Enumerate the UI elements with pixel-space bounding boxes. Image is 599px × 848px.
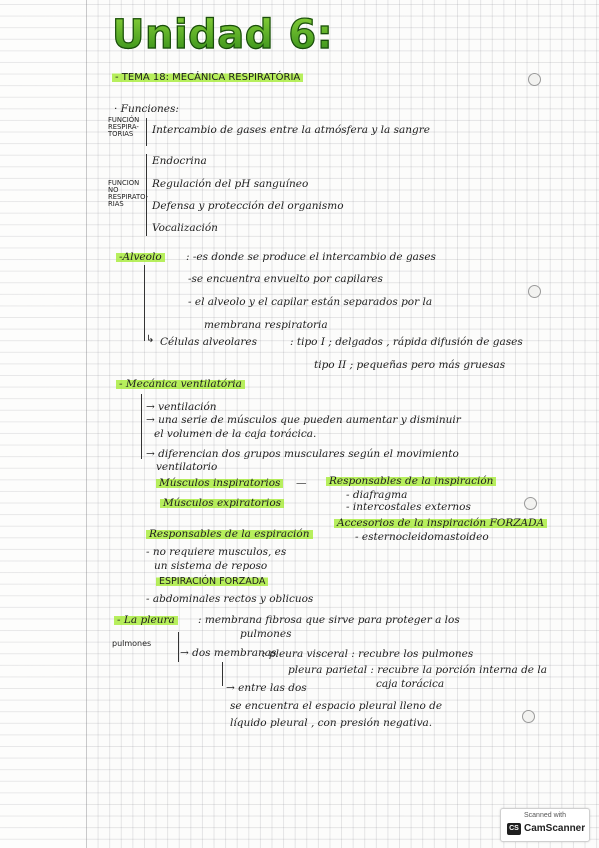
alveolo-line: - el alveolo y el capilar están separados por la: [188, 296, 433, 308]
respiratory-function-label: FUNCIÓN RESPIRA- TORIAS: [108, 116, 140, 139]
between-line: → entre las dos: [226, 682, 307, 694]
topic-heading: - TEMA 18: MECÁNICA RESPIRATÓRIA: [112, 72, 303, 83]
mechanics-line: → una serie de músculos que pueden aumentar y disminuir: [146, 414, 461, 426]
binder-hole-icon: [524, 497, 537, 510]
margin-line: [86, 0, 87, 848]
expiration-responsibles: Responsables de la espiración: [146, 529, 313, 541]
alveolar-cells-type2: tipo II ; pequeñas pero más gruesas: [314, 359, 506, 371]
mechanics-line: el volumen de la caja torácica.: [154, 428, 317, 440]
pleural-space-line: se encuentra el espacio pleural lleno de: [230, 700, 443, 712]
pleura-side-label: pulmones: [112, 639, 152, 648]
alveolar-cells-type1: : tipo I ; delgados , rápida difusión de gases: [290, 336, 523, 348]
bracket: [178, 632, 179, 662]
mechanics-line: ventilatorio: [156, 461, 218, 473]
camscanner-watermark: [500, 808, 590, 842]
alveolo-heading: -Alveolo: [116, 252, 165, 264]
bracket: [144, 265, 145, 341]
bracket: [146, 154, 147, 236]
diaphragm-item: - diafragma: [346, 489, 408, 501]
respiratory-function-item: Intercambio de gases entre la atmósfera y la sangre: [152, 124, 430, 136]
dash: —: [296, 477, 307, 489]
funciones-heading: · Funciones:: [114, 103, 179, 115]
binder-hole-icon: [522, 710, 535, 723]
forced-expiration: ESPIRACIÓN FORZADA: [156, 577, 268, 587]
bracket: [141, 394, 142, 459]
mechanics-line: → diferencian dos grupos musculares según el movimiento: [146, 448, 459, 460]
camscanner-name: CamScanner: [524, 823, 586, 834]
function-item: Endocrina: [152, 155, 207, 167]
alveolo-line: -se encuentra envuelto por capilares: [188, 273, 383, 285]
pleura-heading: - La pleura: [114, 615, 178, 627]
arrow-icon: ↳: [146, 334, 155, 345]
mechanics-heading: - Mecánica ventilatória: [116, 379, 245, 391]
function-item: Regulación del pH sanguíneo: [152, 178, 309, 190]
parietal-pleura: pleura parietal : recubre la porción interna de la: [288, 664, 547, 676]
page-title: Unidad 6:: [112, 12, 334, 58]
abdominal-item: - abdominales rectos y oblicuos: [146, 593, 314, 605]
bracket: [146, 118, 147, 146]
pleural-liquid-line: líquido pleural , con presión negativa.: [230, 717, 433, 729]
expiratory-muscles: Músculos expiratorios: [160, 498, 284, 510]
alveolo-line: : -es donde se produce el intercambio de gases: [186, 251, 436, 263]
thoracic-cage: caja torácica: [376, 678, 445, 690]
alveolo-line: membrana respiratoria: [204, 319, 328, 331]
pleura-membranes: → dos membranas: [180, 647, 277, 659]
page-left-margin: [0, 0, 86, 848]
camscanner-logo-icon: CS: [507, 823, 521, 835]
alveolar-cells-label: Células alveolares: [160, 336, 258, 348]
mechanics-line: → ventilación: [146, 401, 217, 413]
intercostal-item: - intercostales externos: [346, 501, 471, 513]
expiration-line: un sistema de reposo: [154, 560, 268, 572]
nonrespiratory-function-label: FUNCION NO RESPIRATO- RIAS: [108, 179, 149, 209]
binder-hole-icon: [528, 73, 541, 86]
pleura-line: pulmones: [240, 628, 292, 640]
binder-hole-icon: [528, 285, 541, 298]
visceral-pleura: : pleura visceral : recubre los pulmones: [262, 648, 474, 660]
bracket: [222, 662, 223, 686]
function-item: Vocalización: [152, 222, 218, 234]
expiration-line: - no requiere musculos, es: [146, 546, 287, 558]
sternocleidomastoid-item: - esternocleidomastoideo: [355, 531, 489, 543]
inspiration-responsibles: Responsables de la inspiración: [326, 476, 496, 488]
pleura-line: : membrana fibrosa que sirve para proteger a los: [198, 614, 460, 626]
accessory-inspiration: Accesorios de la inspiración FORZADA: [334, 518, 547, 530]
function-item: Defensa y protección del organismo: [152, 200, 344, 212]
scanned-with-label: Scanned with: [523, 812, 567, 819]
inspiratory-muscles: Músculos inspiratorios: [156, 478, 283, 490]
